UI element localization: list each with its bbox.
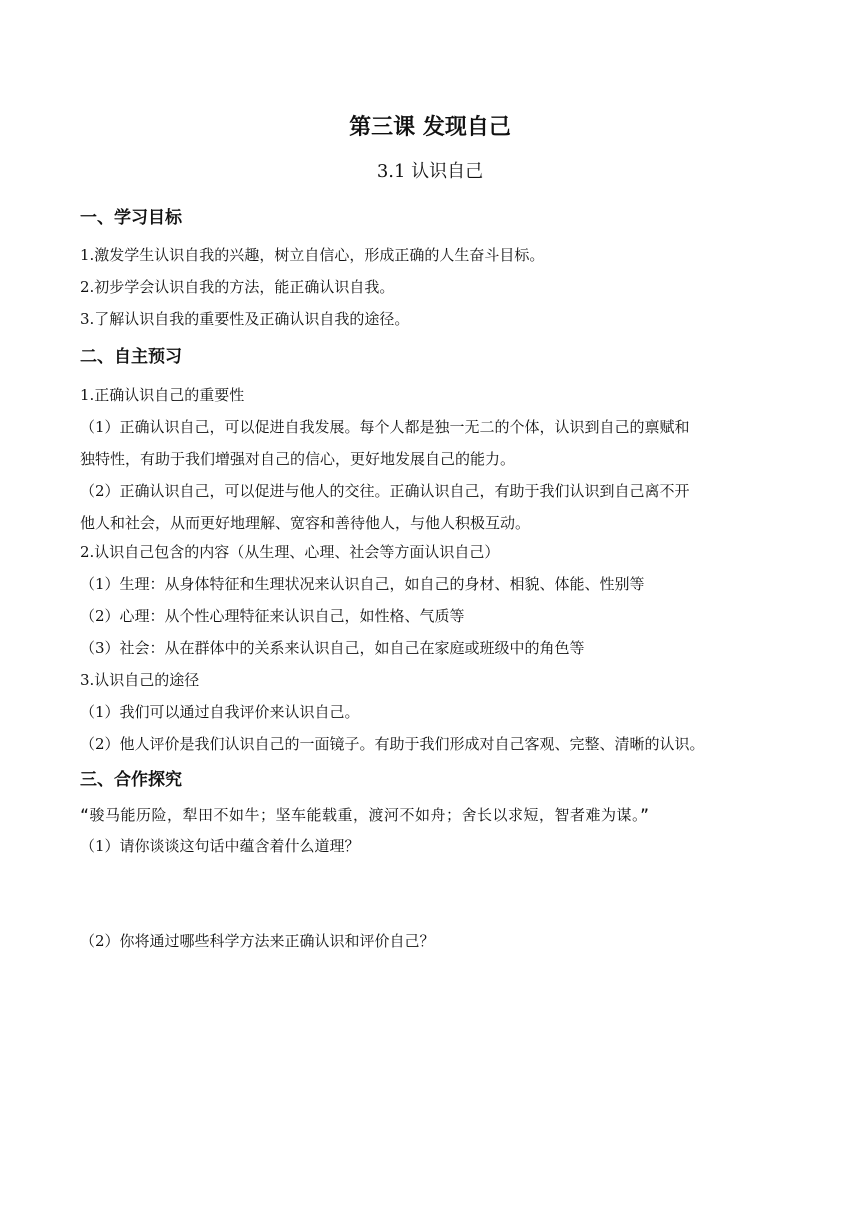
preview-line: （2）他人评价是我们认识自己的一面镜子。有助于我们形成对自己客观、完整、清晰的认识。 [80,735,705,753]
document-subtitle: 3.1 认识自己 [376,161,484,182]
goal-line: 3.了解认识自我的重要性及正确认识自我的途径。 [80,310,410,328]
preview-line: 独特性，有助于我们增强对自己的信心，更好地发展自己的能力。 [80,450,516,468]
preview-line: （1）正确认识自己，可以促进自我发展。每个人都是独一无二的个体，认识到自己的禀赋和 [80,418,690,436]
preview-line: 1.正确认识自己的重要性 [80,386,245,404]
question-line: （2）你将通过哪些科学方法来正确认识和评价自己？ [80,932,435,950]
preview-line: （2）心理：从个性心理特征来认识自己，如性格、气质等 [80,607,465,625]
quote-text: “骏马能历险，犁田不如牛；坚车能载重，渡河不如舟；舍长以求短，智者难为谋。” [80,806,650,824]
document-title: 第三课 发现自己 [349,115,511,140]
preview-line: 2.认识自己包含的内容（从生理、心理、社会等方面认识自己） [80,543,500,561]
question-line: （1）请你谈谈这句话中蕴含着什么道理？ [80,837,360,855]
preview-line: 他人和社会，从而更好地理解、宽容和善待他人，与他人积极互动。 [80,514,531,532]
goal-line: 1.激发学生认识自我的兴趣，树立自信心，形成正确的人生奋斗目标。 [80,246,545,264]
goal-line: 2.初步学会认识自我的方法，能正确认识自我。 [80,278,395,296]
preview-line: （3）社会：从在群体中的关系来认识自己，如自己在家庭或班级中的角色等 [80,639,585,657]
preview-line: 3.认识自己的途径 [80,671,200,689]
section-heading-inquiry: 三、合作探究 [80,770,182,790]
preview-line: （2）正确认识自己，可以促进与他人的交往。正确认识自己，有助于我们认识到自己离不开 [80,482,690,500]
preview-line: （1）生理：从身体特征和生理状况来认识自己，如自己的身材、相貌、体能、性别等 [80,575,645,593]
preview-line: （1）我们可以通过自我评价来认识自己。 [80,703,360,721]
section-heading-goals: 一、学习目标 [80,208,182,228]
section-heading-preview: 二、自主预习 [80,347,182,367]
